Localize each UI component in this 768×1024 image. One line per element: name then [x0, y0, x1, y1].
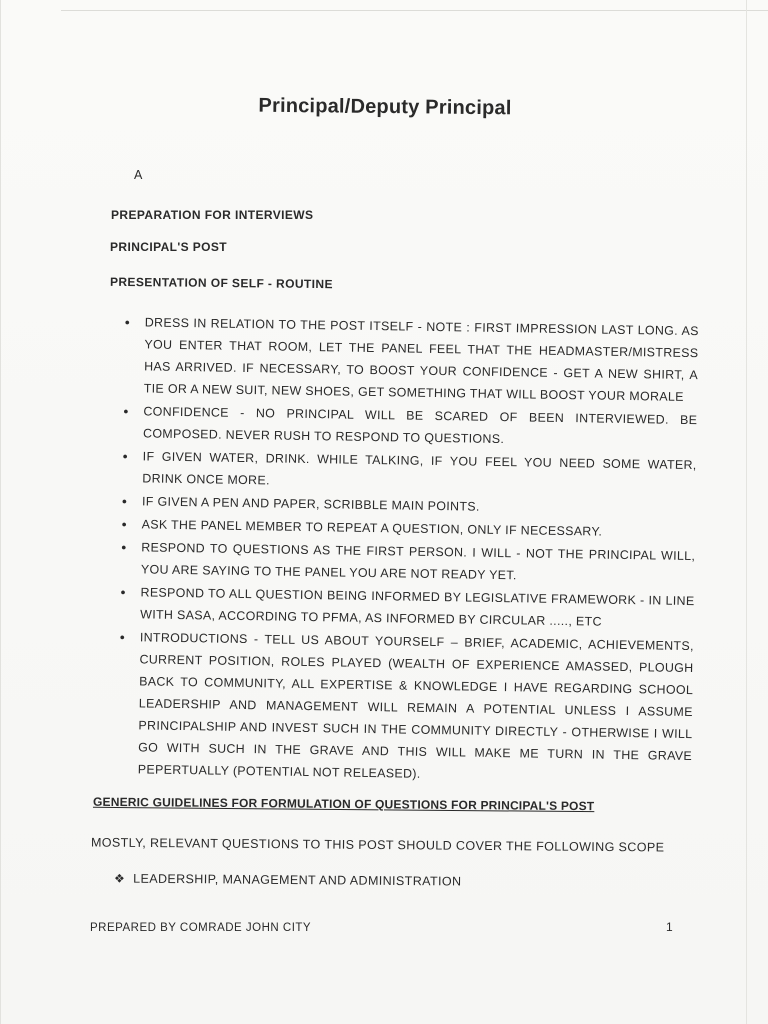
bullet-text: CONFIDENCE - NO PRINCIPAL WILL BE SCARED OF BEEN INTERVIEWED. BE COMPOSED. NEVER RUSH TO RESPOND TO QUESTIONS.	[142, 404, 698, 447]
list-item	[114, 581, 695, 634]
diamond-bullet-icon: ❖	[113, 871, 126, 886]
scope-intro: MOSTLY, RELEVANT QUESTIONS TO THIS POST SHOULD COVER THE FOLLOWING SCOPE	[90, 835, 665, 855]
scan-edge-right	[746, 0, 747, 1024]
bullet-text: DRESS IN RELATION TO THE POST ITSELF - NOTE : FIRST IMPRESSION LAST LONG. AS YOU ENTER THAT ROOM, LET THE PANEL FEEL THAT THE HEADMASTER/MISTRESS HAS ARRIVED. IF NECESSARY, TO BOOST YOUR CONFIDENCE - GET A NEW SHIRT, A TIE OR A NEW SUIT, NEW SHOES, GET SOMETHING THAT WILL BOOST YOUR MORALE	[143, 315, 699, 404]
heading-principals-post: PRINCIPAL'S POST	[110, 240, 228, 254]
bullet-list	[112, 311, 699, 790]
bullet-icon: •	[121, 493, 128, 510]
generic-guidelines-heading: GENERIC GUIDELINES FOR FORMULATION OF QUESTIONS FOR PRINCIPAL'S POST	[92, 794, 595, 814]
bullet-text: RESPOND TO QUESTIONS AS THE FIRST PERSON. I WILL - NOT THE PRINCIPAL WILL, YOU ARE SAYING TO THE PANEL YOU ARE NOT READY YET.	[140, 540, 696, 583]
bullet-icon: •	[122, 448, 129, 465]
bullet-icon: •	[120, 584, 126, 601]
bullet-text: ASK THE PANEL MEMBER TO REPEAT A QUESTION, ONLY IF NECESSARY.	[141, 517, 603, 539]
bullet-text: INTRODUCTIONS - TELL US ABOUT YOURSELF – BRIEF, ACADEMIC, ACHIEVEMENTS, CURRENT POSITION, ROLES PLAYED (WEALTH OF EXPERIENCE AMASSED, PLOUGH BACK TO COMMUNITY, ALL EXPERTISE & KNOWLEDGE I HAVE REGARDING SCHOOL LEADERSHIP AND MANAGEMENT WILL REMAIN A POTENTIAL UNLESS I ASSUME PRINCIPALSHIP AND INVEST SUCH IN THE COMMUNITY DIRECTLY - OTHERWISE I WILL GO WITH SUCH IN THE GRAVE AND THIS WILL MAKE ME TURN IN THE GRAVE PEPERTUALLY (POTENTIAL NOT RELEASED).	[137, 630, 694, 781]
bullet-icon: •	[123, 403, 129, 420]
bullet-text: RESPOND TO ALL QUESTION BEING INFORMED BY LEGISLATIVE FRAMEWORK - IN LINE WITH SASA, ACCORDING TO PFMA, AS INFORMED BY CIRCULAR ....., ETC	[140, 585, 695, 629]
scope-item-text: LEADERSHIP, MANAGEMENT AND ADMINISTRATION	[133, 871, 462, 889]
footer-prepared-by: PREPARED BY COMRADE JOHN CITY	[90, 922, 312, 934]
scope-item	[114, 871, 462, 888]
section-letter: A	[134, 168, 143, 182]
list-item	[117, 400, 698, 453]
list-item	[116, 445, 697, 498]
list-item	[112, 626, 694, 789]
list-item	[115, 536, 696, 589]
bullet-text: IF GIVEN WATER, DRINK. WHILE TALKING, IF YOU FEEL YOU NEED SOME WATER, DRINK ONCE MORE.	[142, 449, 697, 488]
bullet-text: IF GIVEN A PEN AND PAPER, SCRIBBLE MAIN POINTS.	[141, 494, 480, 514]
list-item	[118, 311, 699, 408]
scan-edge-top	[61, 10, 768, 11]
page-number: 1	[666, 920, 673, 934]
bullet-icon: •	[119, 629, 126, 646]
heading-preparation: PREPARATION FOR INTERVIEWS	[111, 208, 314, 222]
heading-presentation: PRESENTATION OF SELF - ROUTINE	[109, 274, 333, 292]
document-title: Principal/Deputy Principal	[258, 94, 512, 120]
bullet-icon: •	[121, 539, 127, 556]
bullet-icon: •	[121, 516, 128, 533]
bullet-icon: •	[124, 314, 131, 331]
